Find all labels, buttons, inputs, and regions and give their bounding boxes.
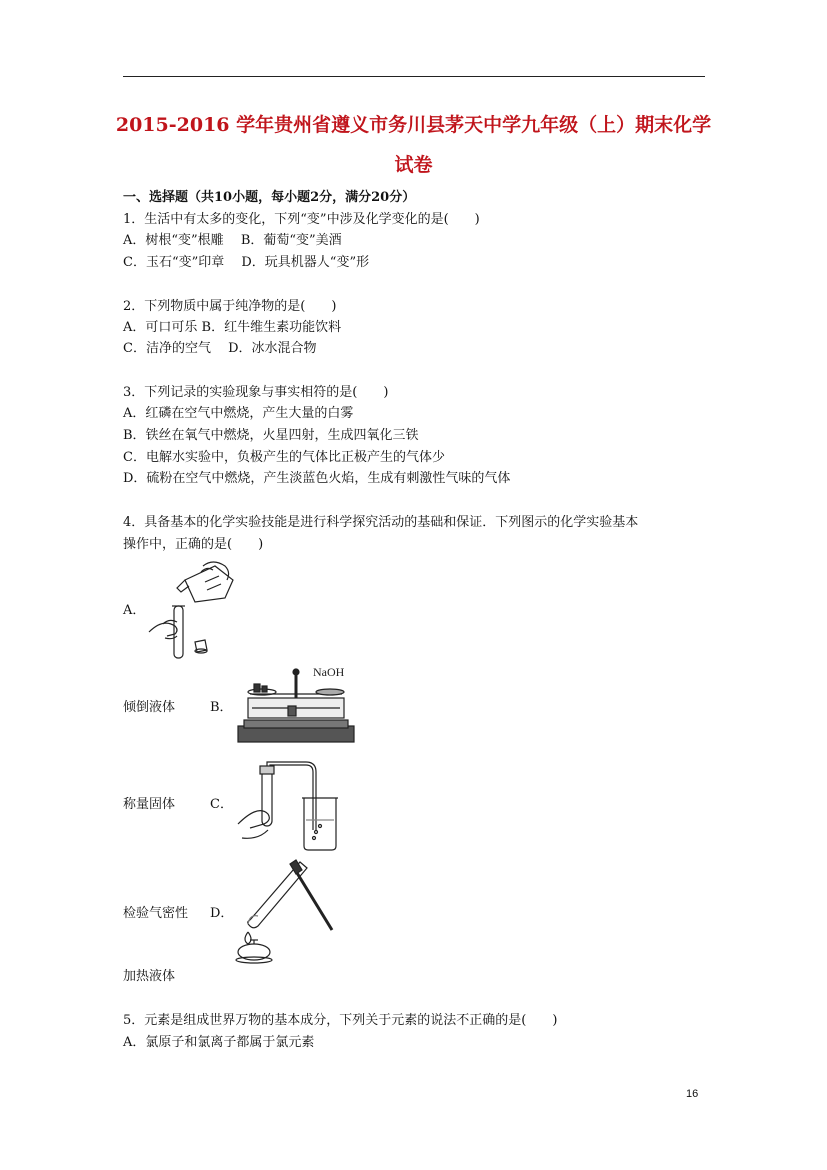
q4-label-a: A． bbox=[123, 603, 146, 618]
q1-stem: 1．生活中有太多的变化，下列“变”中涉及化学变化的是( ) bbox=[123, 212, 480, 227]
q2-options-cd: C．洁净的空气 D．冰水混合物 bbox=[123, 341, 317, 356]
q4-caption-b: 称量固体 bbox=[123, 797, 176, 812]
page-title-line2: 试卷 bbox=[394, 154, 433, 176]
section-heading: 一、选择题（共10小题，每小题2分，满分20分） bbox=[123, 190, 416, 205]
q1-options-ab: A．树根“变”根雕 B．葡萄“变”美酒 bbox=[123, 233, 342, 248]
q4-caption-a: 倾倒液体 bbox=[123, 700, 176, 715]
naoh-label: NaOH bbox=[313, 665, 345, 679]
page-number: 16 bbox=[686, 1088, 699, 1100]
q1-options-cd: C．玉石“变”印章 D．玩具机器人“变”形 bbox=[123, 255, 370, 270]
pour-liquid-figure bbox=[145, 558, 240, 660]
q5-stem: 5．元素是组成世界万物的基本成分，下列关于元素的说法不正确的是( ) bbox=[123, 1013, 558, 1028]
q2-options-ab: A．可口可乐 B．红牛维生素功能饮料 bbox=[123, 320, 342, 335]
q4-caption-c: 检验气密性 bbox=[123, 906, 189, 921]
q5-option-a: A．氯原子和氯离子都属于氯元素 bbox=[123, 1035, 315, 1050]
heating-liquid-figure bbox=[232, 858, 334, 964]
q3-option-a: A．红磷在空气中燃烧，产生大量的白雾 bbox=[123, 406, 354, 421]
q4-stem-line1: 4．具备基本的化学实验技能是进行科学探究活动的基础和保证．下列图示的化学实验基本 bbox=[123, 515, 639, 530]
balance-scale-figure bbox=[236, 664, 358, 748]
q3-option-b: B．铁丝在氧气中燃烧，火星四射，生成四氧化三铁 bbox=[123, 428, 419, 443]
q4-caption-d: 加热液体 bbox=[123, 969, 176, 984]
q3-stem: 3．下列记录的实验现象与事实相符的是( ) bbox=[123, 385, 389, 400]
q3-option-d: D．硫粉在空气中燃烧，产生淡蓝色火焰，生成有刺激性气味的气体 bbox=[123, 471, 511, 486]
q2-stem: 2．下列物质中属于纯净物的是( ) bbox=[123, 299, 337, 314]
q4-label-c: C． bbox=[210, 797, 233, 812]
q4-stem-line2: 操作中，正确的是( ) bbox=[123, 537, 264, 552]
airtightness-test-figure bbox=[236, 760, 346, 852]
q4-label-d: D． bbox=[210, 906, 234, 921]
q4-label-b: B． bbox=[210, 700, 233, 715]
header-rule bbox=[123, 76, 705, 77]
page-title-line1: 2015-2016 学年贵州省遵义市务川县茅天中学九年级（上）期末化学 bbox=[115, 114, 712, 136]
q3-option-c: C．电解水实验中，负极产生的气体比正极产生的气体少 bbox=[123, 450, 445, 465]
